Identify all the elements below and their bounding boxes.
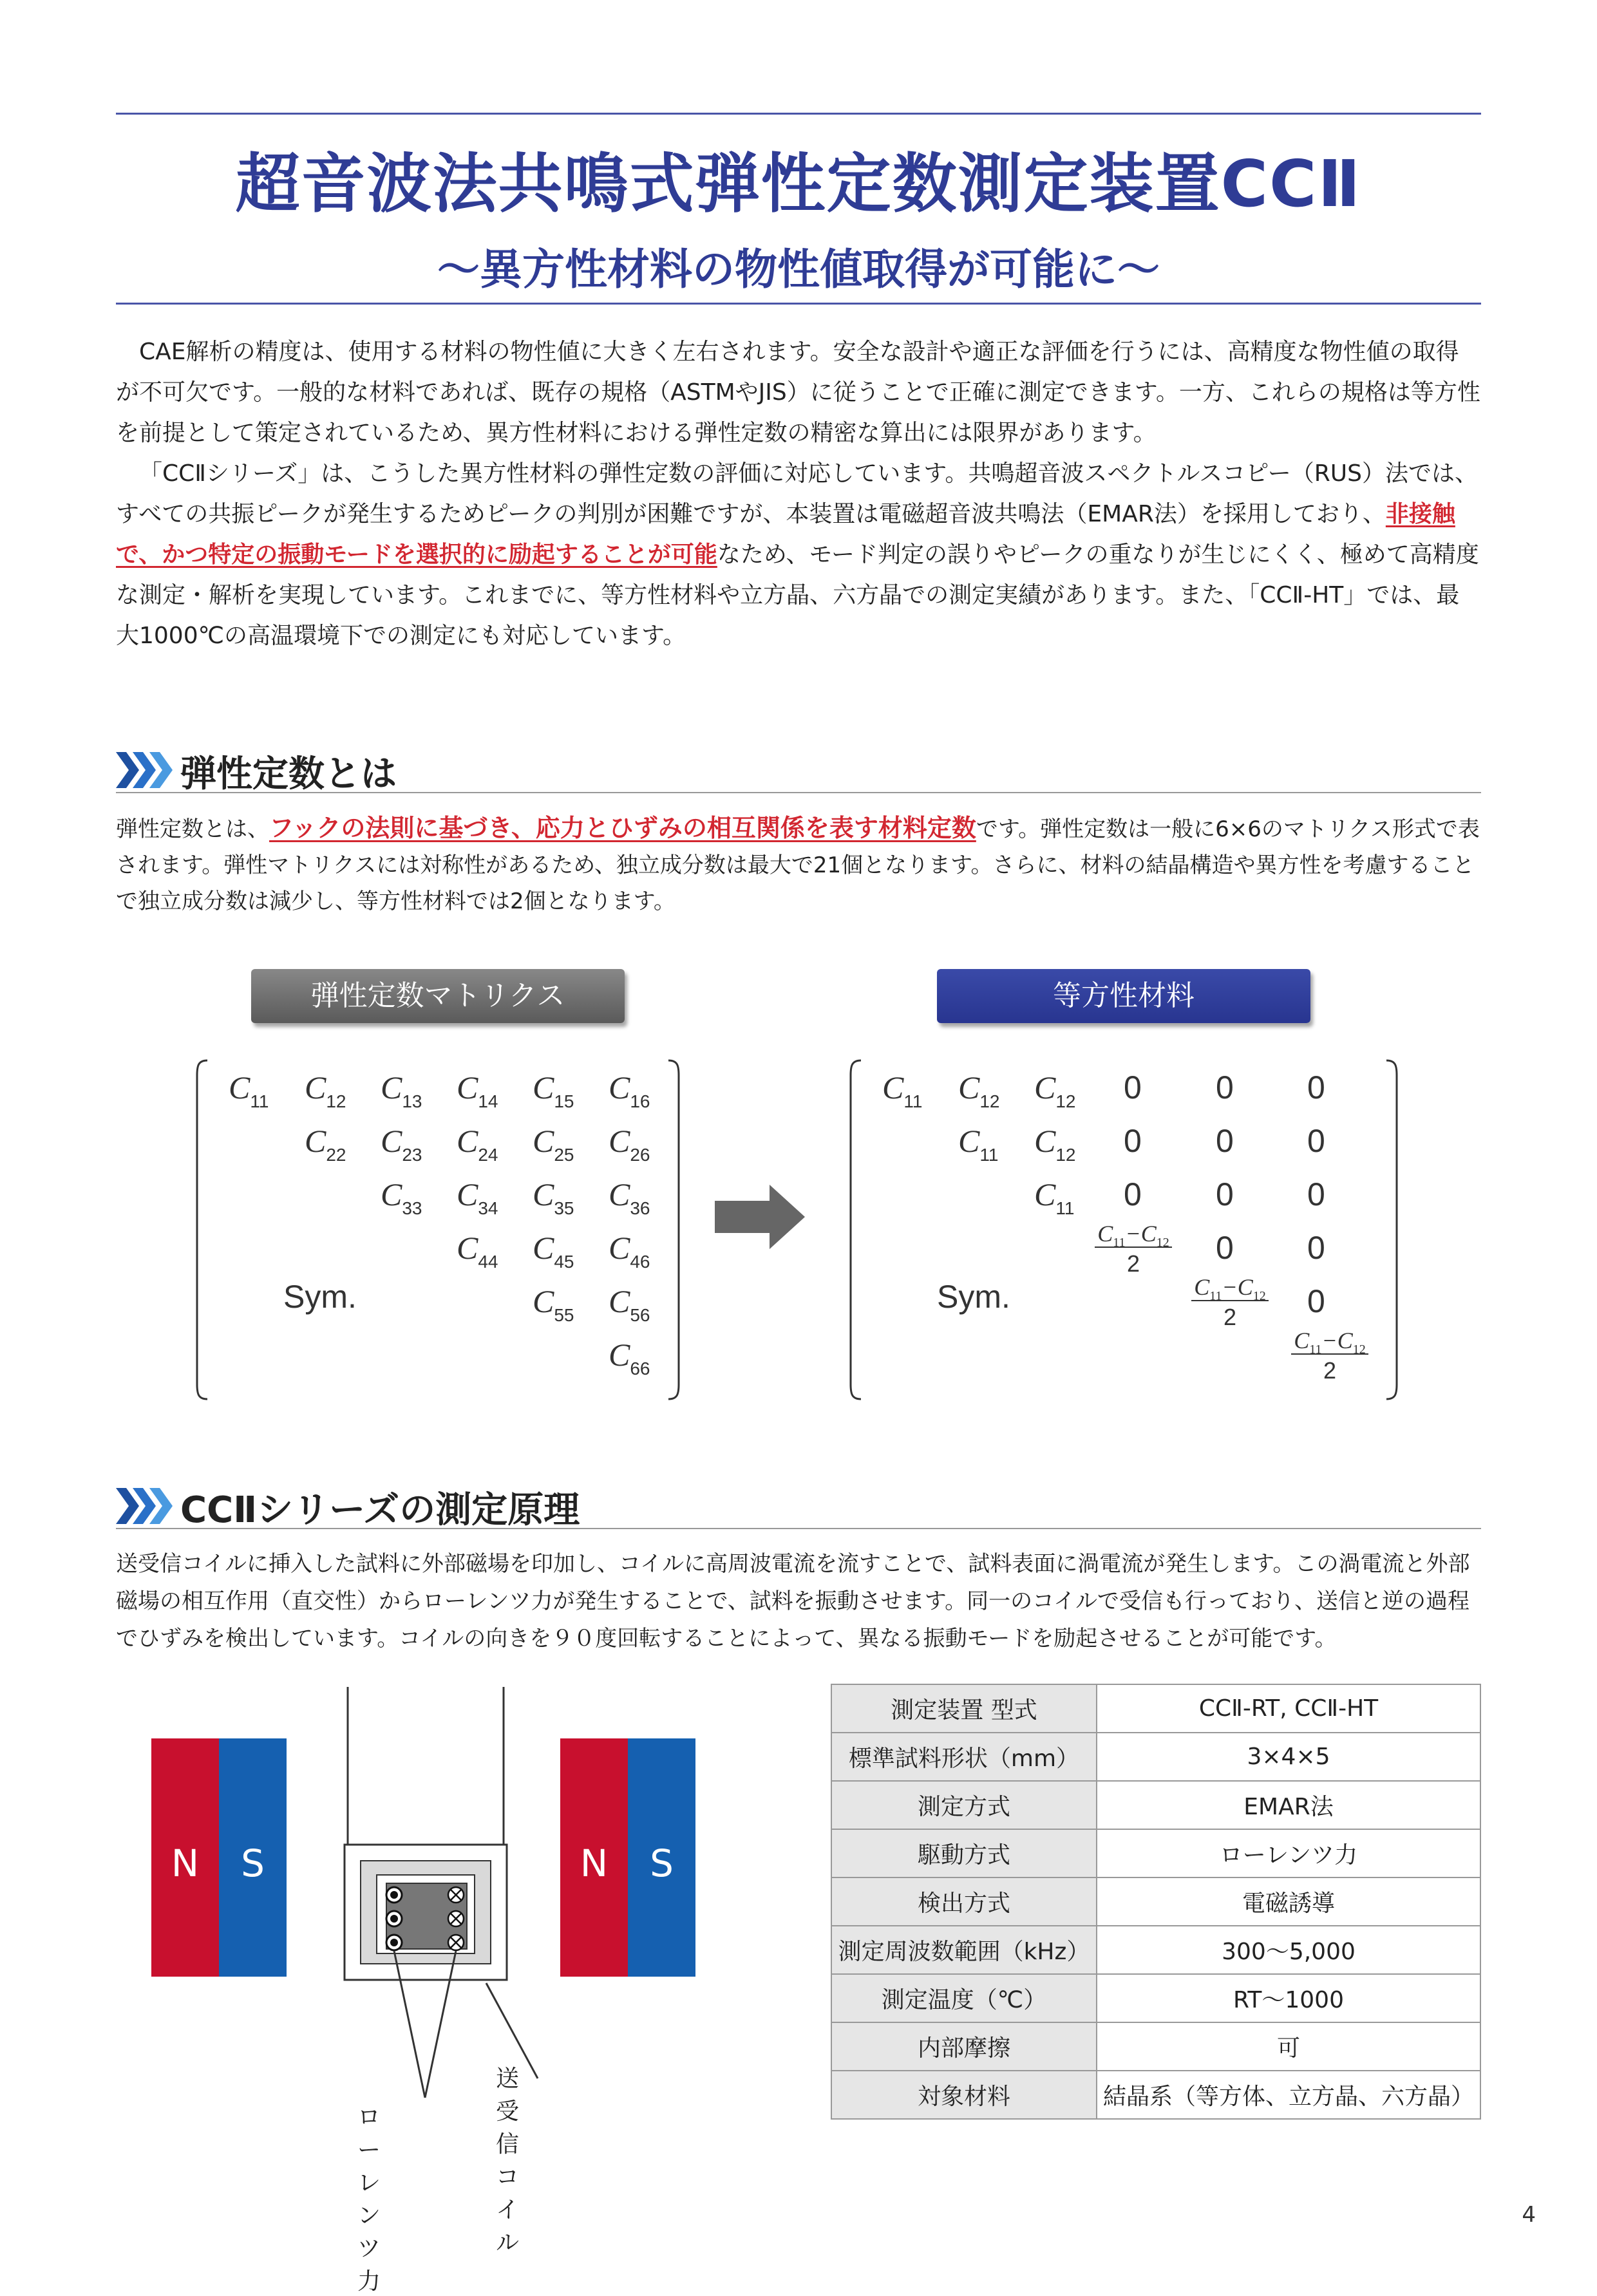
label-coil: 送受信コイル: [496, 2065, 520, 2256]
intro-text: [116, 332, 1481, 656]
matrix-cell: $C_{66}$: [609, 1337, 650, 1379]
table-row: [831, 1877, 1480, 1926]
spec-key: 駆動方式: [831, 1829, 1097, 1877]
spec-value: RT～1000: [1097, 1974, 1480, 2022]
matrix-zero: 0: [1307, 1230, 1325, 1266]
spec-value: EMAR法: [1097, 1781, 1480, 1829]
leader-lines: [373, 1932, 567, 2125]
right-arrow-icon: [715, 1185, 811, 1249]
section-elastic-text: [116, 810, 1481, 919]
matrix-cell: $C_{14}$: [457, 1069, 498, 1111]
magnet-right-s-label: S: [650, 1841, 674, 1885]
section-principle-heading: [116, 1483, 1481, 1529]
table-row: [831, 1733, 1480, 1781]
spec-value: 結晶系（等方体、立方晶、六方晶）: [1097, 2071, 1480, 2119]
matrix-sym-right: Sym.: [937, 1279, 1010, 1315]
matrix-zero: 0: [1307, 1283, 1325, 1319]
page-number: 4: [1522, 2202, 1536, 2228]
spec-key: 測定周波数範囲（kHz）: [831, 1926, 1097, 1974]
matrix-cell: $C_{26}$: [609, 1123, 650, 1165]
matrix-zero: 0: [1307, 1123, 1325, 1159]
matrix-fraction: $C_{11}-C_{12}$ 2: [1178, 1274, 1281, 1331]
matrix-zero: 0: [1307, 1069, 1325, 1106]
top-rule: [116, 113, 1481, 115]
elastic-highlight: フックの法則に基づき、応力とひずみの相互関係を表す材料定数: [269, 814, 976, 842]
magnet-left-n-label: N: [171, 1841, 200, 1885]
subtitle-rule: [116, 303, 1481, 305]
spec-value: 3×4×5: [1097, 1733, 1480, 1781]
page-title: 超音波法共鳴式弾性定数測定装置CCⅡ: [235, 146, 1362, 221]
section-principle-title: CCⅡシリーズの測定原理: [180, 1489, 580, 1531]
matrix-cell: $C_{16}$: [609, 1069, 650, 1111]
matrix-fraction: $C_{11}-C_{12}$ 2: [1082, 1220, 1185, 1277]
magnet-right-n-label: N: [580, 1841, 609, 1885]
matrix-zero: 0: [1124, 1069, 1142, 1106]
spec-value: 可: [1097, 2022, 1480, 2071]
matrix-zero: 0: [1216, 1176, 1234, 1212]
matrix-cell: $C_{46}$: [609, 1230, 650, 1272]
matrix-cell: $C_{11}$: [229, 1069, 269, 1111]
matrix-cell: $C_{35}$: [533, 1176, 574, 1218]
matrix-cell: $C_{12}$: [1034, 1069, 1076, 1111]
spec-value: 300～5,000: [1097, 1926, 1480, 1974]
spec-key: 測定温度（℃）: [831, 1974, 1097, 2022]
matrix-cell: $C_{24}$: [457, 1123, 498, 1165]
matrix-cell: $C_{11}$: [1034, 1176, 1075, 1218]
table-row: [831, 2022, 1480, 2071]
table-row: [831, 1926, 1480, 1974]
spec-key: 測定装置 型式: [831, 1684, 1097, 1733]
matrix-cell: $C_{12}$: [958, 1069, 1000, 1111]
spec-key: 内部摩擦: [831, 2022, 1097, 2071]
spec-value: ローレンツ力: [1097, 1829, 1480, 1877]
matrix-zero: 0: [1307, 1176, 1325, 1212]
matrix-zero: 0: [1124, 1176, 1142, 1212]
intro-p2-end: なため、モード判定の誤りやピークの重なりが生じにくく、極めて高精度な測定・解析を実現しています。これまでに、等方性材料や立方晶、六方晶での測定実績があります。また、「CCⅡ-HT」では、最大1000℃の高温環境下での測定にも対応しています。: [116, 541, 1479, 649]
label-lorentz: ローレンツ力: [357, 2104, 381, 2295]
label-elastic-matrix: 弾性定数マトリクス: [251, 969, 625, 1023]
matrix-zero: 0: [1216, 1123, 1234, 1159]
matrix-cell: $C_{36}$: [609, 1176, 650, 1218]
matrix-zero: 0: [1124, 1123, 1142, 1159]
table-row: [831, 2071, 1480, 2119]
matrix-cell: $C_{11}$: [882, 1069, 923, 1111]
matrix-cell: $C_{15}$: [533, 1069, 574, 1111]
page-subtitle: ～異方性材料の物性値取得が可能に～: [437, 245, 1160, 294]
spec-key: 検出方式: [831, 1877, 1097, 1926]
matrix-cell: $C_{12}$: [305, 1069, 346, 1111]
table-row: [831, 1781, 1480, 1829]
table-row: [831, 1829, 1480, 1877]
matrix-cell: $C_{22}$: [305, 1123, 346, 1165]
matrix-cell: $C_{55}$: [533, 1283, 574, 1325]
elastic-text-start: 弾性定数とは、: [116, 816, 269, 842]
intro-paragraph-1: CAE解析の精度は、使用する材料の物性値に大きく左右されます。安全な設計や適正な評価を行うには、高精度な物性値の取得が不可欠です。一般的な材料であれば、既存の規格（ASTMやJIS）に従うことで正確に測定できます。一方、これらの規格は等方性を前提として策定されているため、異方性材料における弾性定数の精密な算出には限界があります。: [116, 339, 1480, 446]
spec-key: 標準試料形状（mm）: [831, 1733, 1097, 1781]
matrix-cell: $C_{34}$: [457, 1176, 498, 1218]
matrix-sym-left: Sym.: [283, 1279, 357, 1315]
matrix-cell: $C_{56}$: [609, 1283, 650, 1325]
magnet-left-s-label: S: [241, 1841, 265, 1885]
section-elastic-title: 弾性定数とは: [180, 753, 397, 795]
matrix-cell: $C_{11}$: [958, 1123, 999, 1165]
table-row: [831, 1974, 1480, 2022]
spec-value: CCⅡ-RT, CCⅡ-HT: [1097, 1684, 1480, 1733]
intro-highlight: 非接触で、かつ特定の振動モードを選択的に励起することが可能: [116, 501, 1455, 568]
label-isotropic: 等方性材料: [937, 969, 1310, 1023]
section-principle-text: 送受信コイルに挿入した試料に外部磁場を印加し、コイルに高周波電流を流すことで、試料表面に渦電流が発生します。この渦電流と外部磁場の相互作用（直交性）からローレンツ力が発生することで、試料を振動させます。同一のコイルで受信も行っており、送信と逆の過程でひずみを検出しています。コイルの向きを９０度回転することによって、異なる振動モードを励起させることが可能です。: [116, 1551, 1470, 1651]
matrix-cell: $C_{23}$: [381, 1123, 422, 1165]
spec-key: 対象材料: [831, 2071, 1097, 2119]
matrix-zero: 0: [1216, 1069, 1234, 1106]
chevron-arrows-icon: [116, 752, 177, 788]
elastic-text-end: です。弾性定数は一般に6×6のマトリクス形式で表されます。弾性マトリクスには対称性があるため、独立成分数は最大で21個となります。さらに、材料の結晶構造や異方性を考慮することで独立成分数は減少し、等方性材料では2個となります。: [116, 816, 1480, 914]
matrix-cell: $C_{33}$: [381, 1176, 422, 1218]
spec-key: 測定方式: [831, 1781, 1097, 1829]
matrix-cell: $C_{12}$: [1034, 1123, 1076, 1165]
matrix-fraction: $C_{11}-C_{12}$ 2: [1278, 1327, 1381, 1384]
chevron-arrows-icon: [116, 1488, 177, 1524]
spec-value: 電磁誘導: [1097, 1877, 1480, 1926]
matrix-cell: $C_{13}$: [381, 1069, 422, 1111]
matrix-zero: 0: [1216, 1230, 1234, 1266]
section-elastic-heading: [116, 747, 1481, 793]
matrix-cell: $C_{44}$: [457, 1230, 498, 1272]
matrix-cell: $C_{45}$: [533, 1230, 574, 1272]
spec-table: [831, 1684, 1481, 2120]
intro-paragraph-2: [116, 453, 1481, 656]
matrix-cell: $C_{25}$: [533, 1123, 574, 1165]
intro-p2-start: 「CCⅡシリーズ」は、こうした異方性材料の弾性定数の評価に対応しています。共鳴超音波スペクトルスコピー（RUS）法では、すべての共振ピークが発生するためピークの判別が困難ですが、本装置は電磁超音波共鳴法（EMAR法）を採用しており、: [116, 460, 1479, 527]
table-row: [831, 1684, 1480, 1733]
